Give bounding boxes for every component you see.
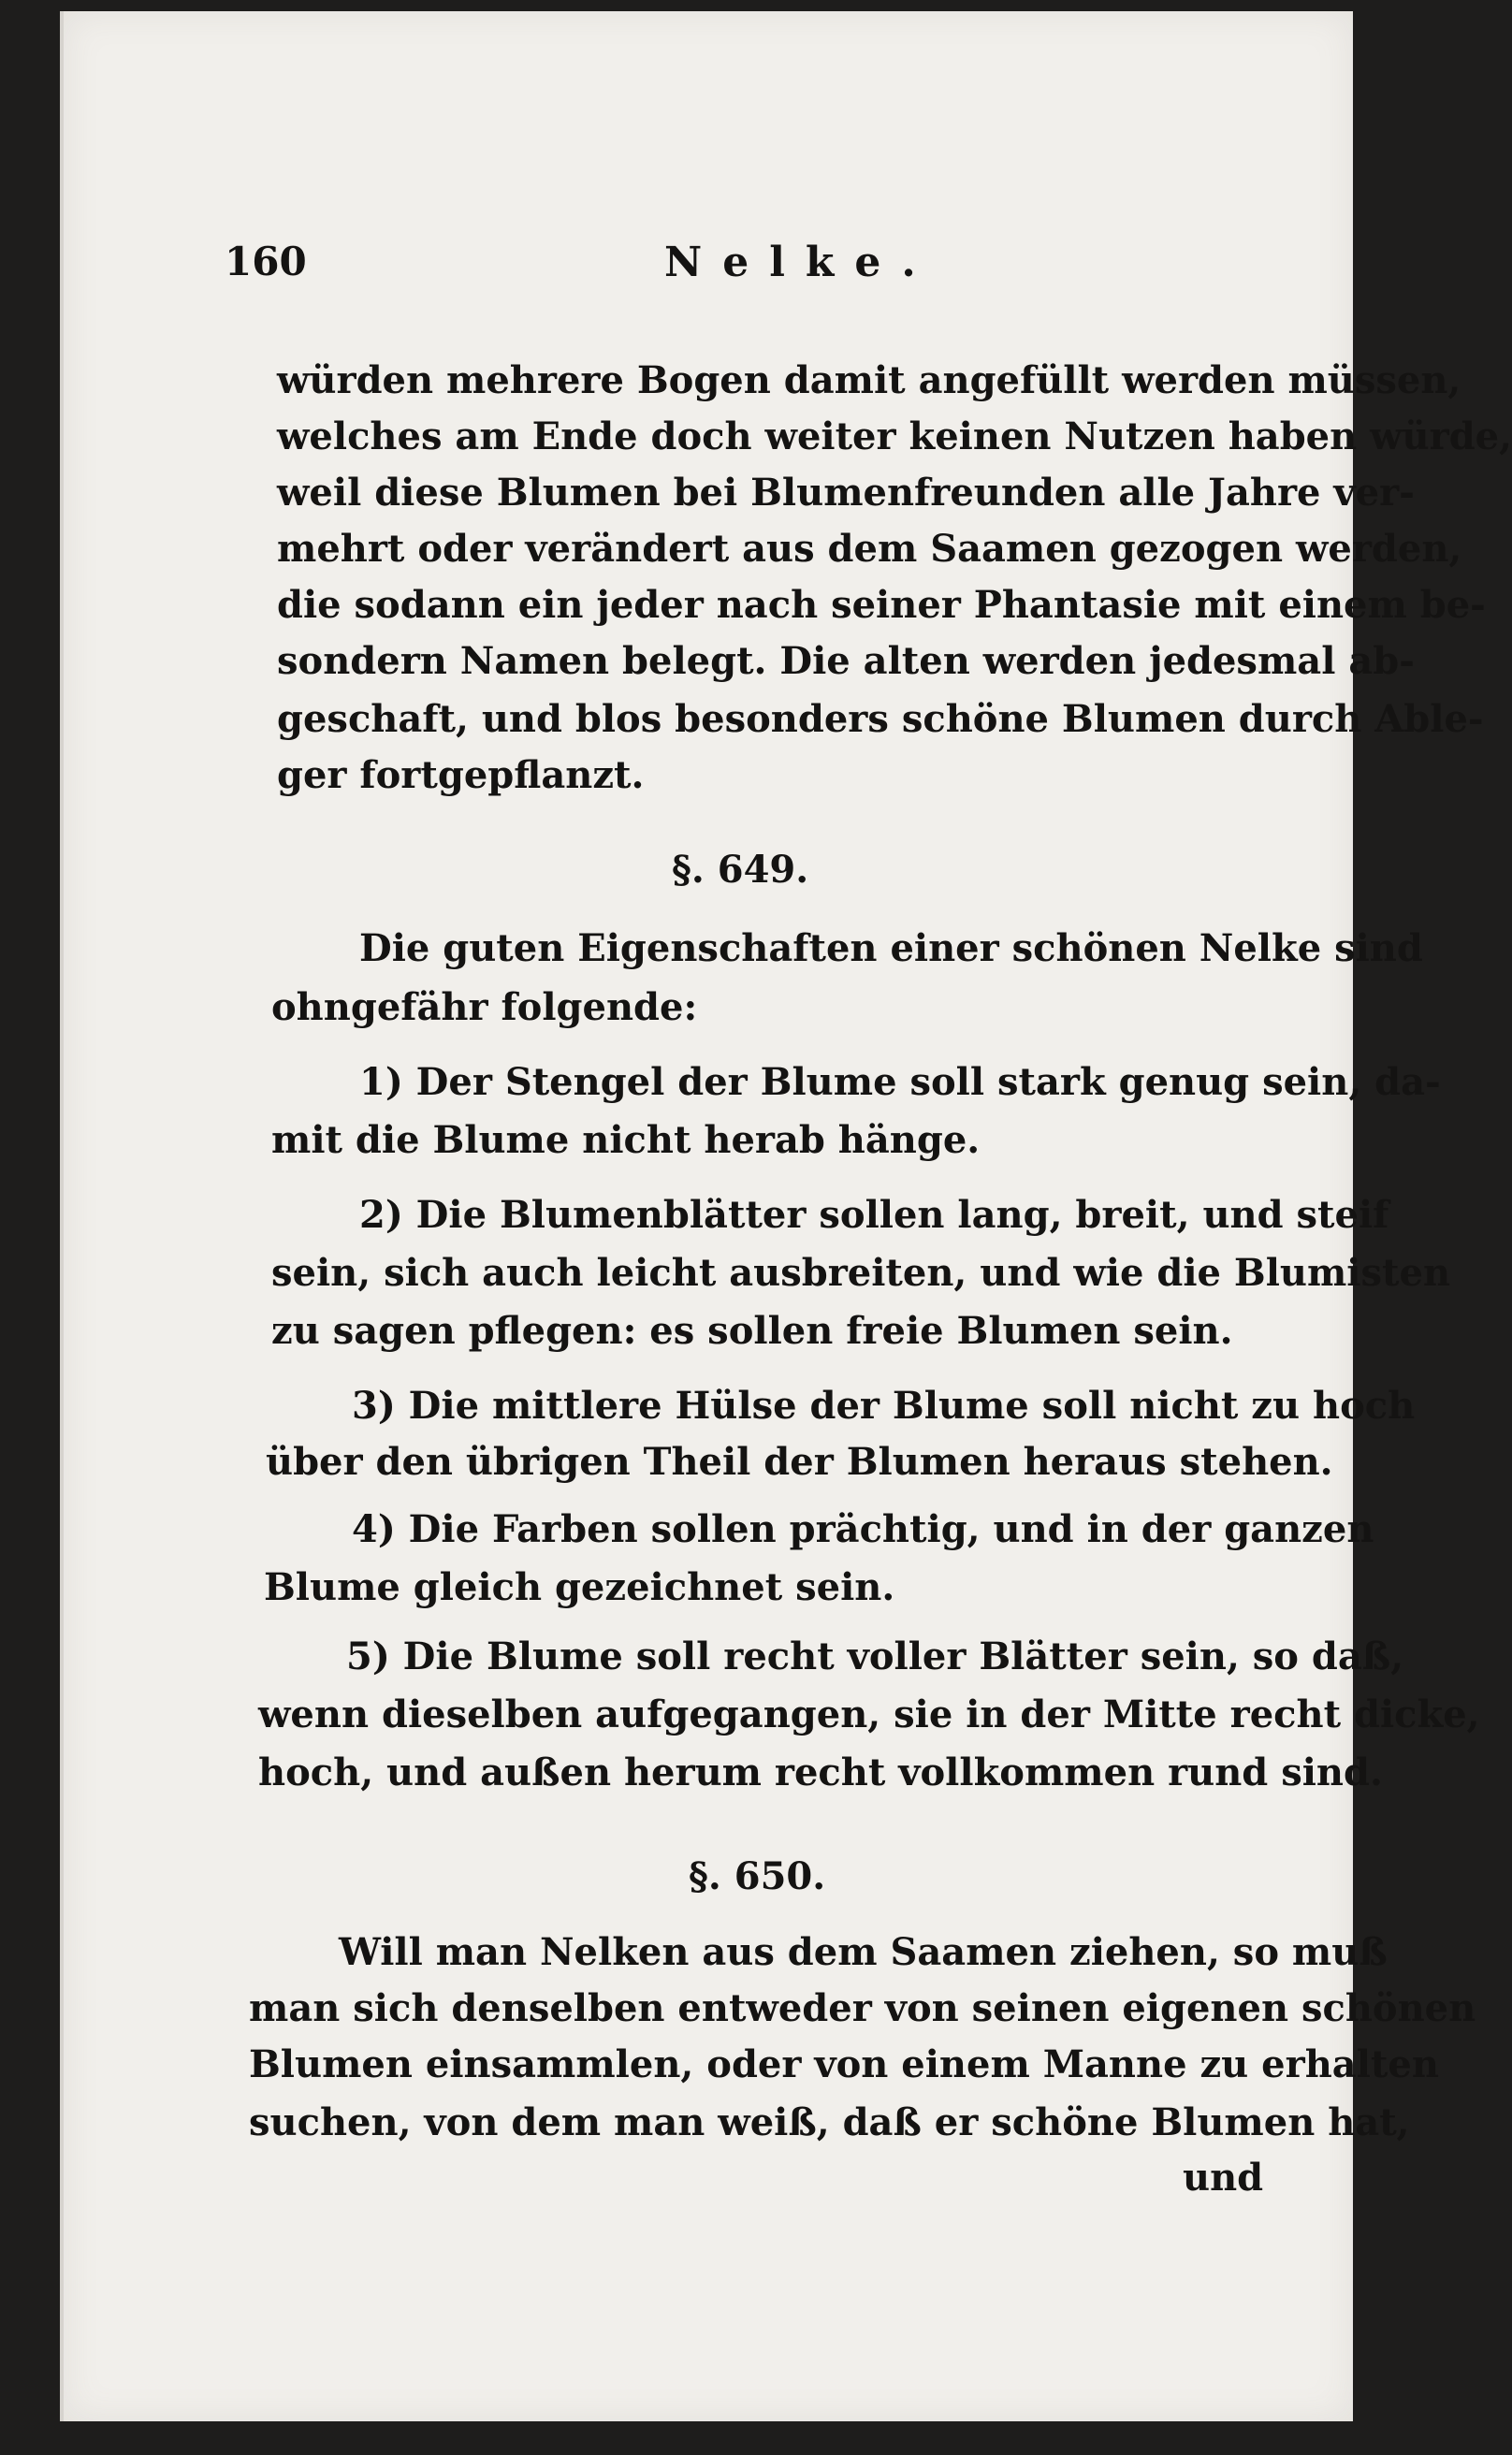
text-line: sondern Namen belegt. Die alten werden jedesmal ab- [277,639,1415,683]
list-item-line: 5) Die Blume soll recht voller Blätter sein, so daß, [346,1634,1404,1678]
list-item-line: 2) Die Blumenblätter sollen lang, breit, und steif [359,1193,1389,1237]
list-item-line: 3) Die mittlere Hülse der Blume soll nicht zu hoch [352,1384,1416,1428]
text-line: die sodann ein jeder nach seiner Phantasie mit einem be- [277,583,1486,627]
running-title: Nelke. [664,239,937,286]
list-item-line: über den übrigen Theil der Blumen heraus stehen. [266,1440,1333,1484]
text-line: ohngefähr folgende: [271,985,698,1029]
text-line: mehrt oder verändert aus dem Saamen gezogen werden, [277,527,1462,571]
text-line: weil diese Blumen bei Blumenfreunden alle Jahre ver- [277,471,1415,515]
page-header [225,239,1254,304]
text-line: man sich denselben entweder von seinen eigenen schönen [249,1986,1476,2030]
text-line: welches am Ende doch weiter keinen Nutzen haben würde, [277,414,1512,458]
text-line: geschaft, und blos besonders schöne Blumen durch Able- [277,697,1484,741]
list-item-line: sein, sich auch leicht ausbreiten, und wie die Blumisten [271,1251,1451,1295]
list-item-line: Blume gleich gezeichnet sein. [264,1565,895,1609]
text-line: Will man Nelken aus dem Saamen ziehen, so muß [339,1930,1388,1974]
list-item-line: mit die Blume nicht herab hänge. [271,1118,981,1162]
text-line: Blumen einsammlen, oder von einem Manne zu erhalten [249,2042,1439,2086]
list-item-line: hoch, und außen herum recht vollkommen rund sind. [258,1750,1383,1794]
page-number: 160 [225,239,307,284]
section-heading: §. 649. [672,848,809,892]
text-line: suchen, von dem man weiß, daß er schöne Blumen hat, [249,2100,1410,2144]
list-item-line: 1) Der Stengel der Blume soll stark genug sein, da- [359,1060,1441,1104]
list-item-line: 4) Die Farben sollen prächtig, und in der ganzen [352,1507,1374,1551]
text-line: Die guten Eigenschaften einer schönen Nelke sind [359,926,1423,970]
list-item-line: wenn dieselben aufgegangen, sie in der Mitte recht dicke, [258,1692,1480,1736]
text-line: ger fortgepflanzt. [277,753,645,797]
list-item-line: zu sagen pflegen: es sollen freie Blumen sein. [271,1309,1233,1353]
catchword: und [1183,2156,1264,2200]
text-line: würden mehrere Bogen damit angefüllt werden müssen, [277,358,1461,402]
section-heading: §. 650. [689,1854,826,1898]
